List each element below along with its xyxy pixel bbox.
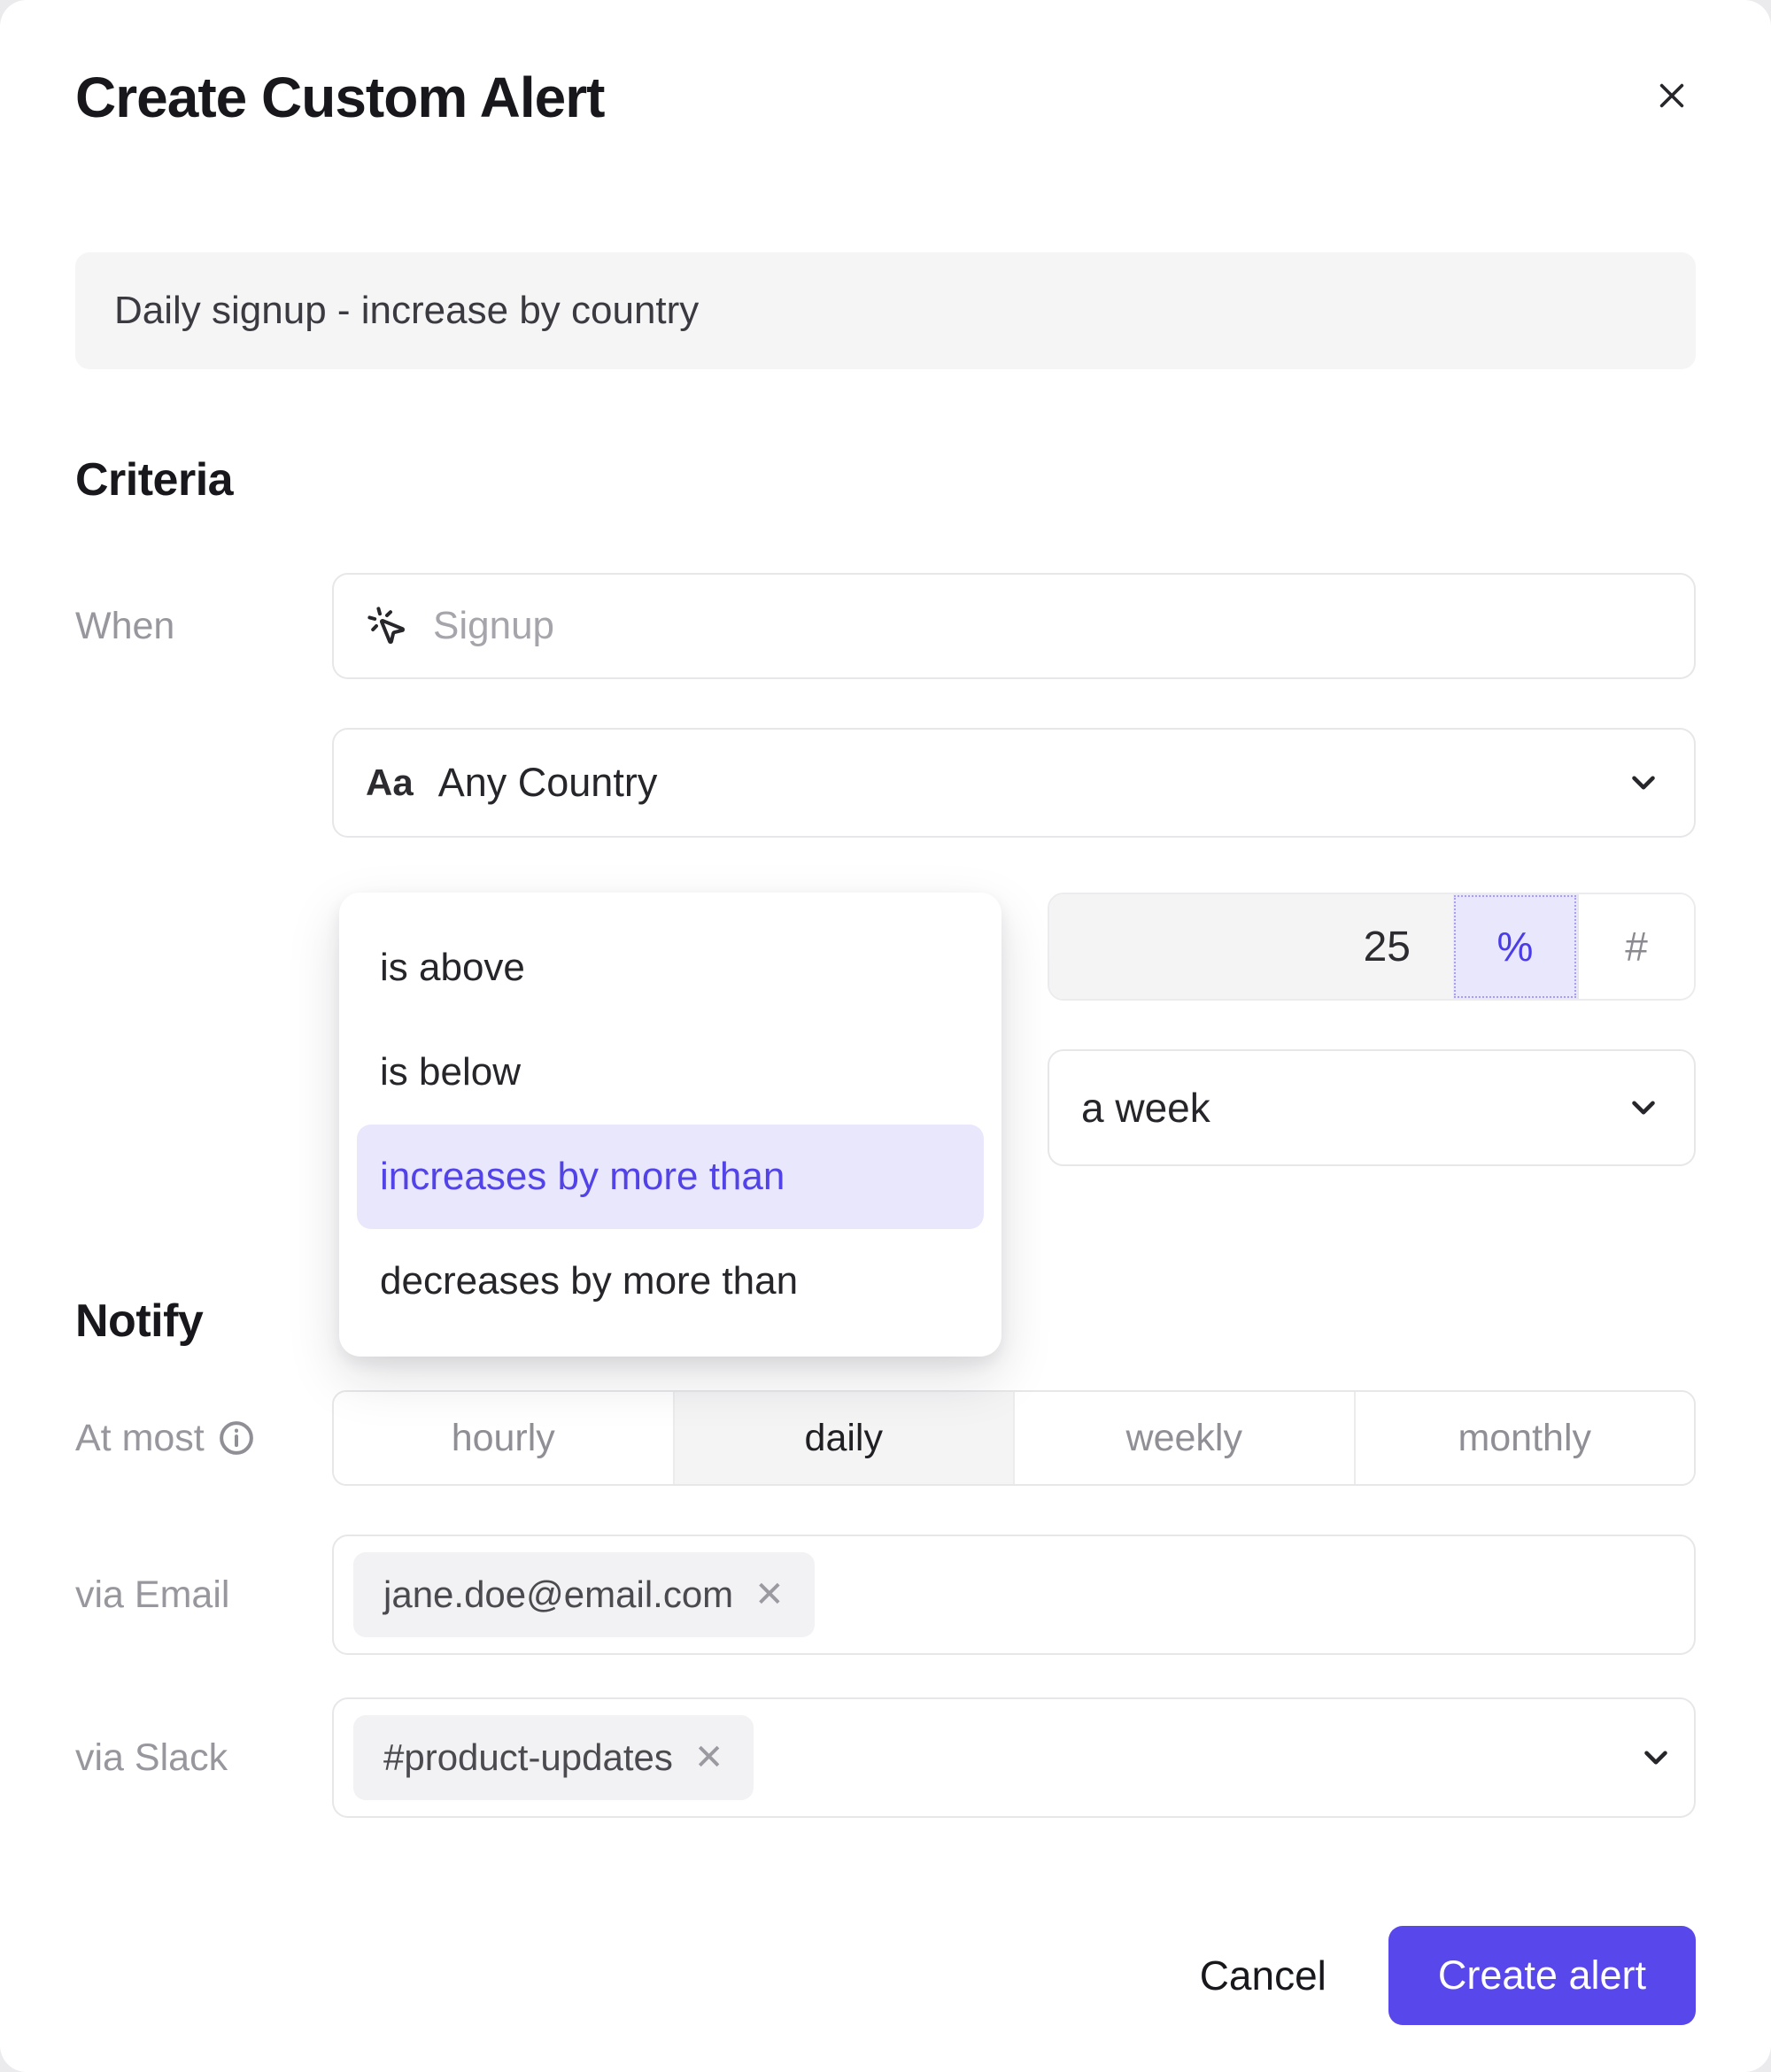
create-alert-button[interactable]: Create alert [1388,1926,1696,2025]
chevron-down-icon [1625,1089,1662,1126]
cursor-click-icon [366,605,408,647]
notify-heading: Notify [75,1295,204,1348]
remove-slack-icon[interactable]: ✕ [693,1738,724,1778]
at-most-label-text: At most [75,1416,205,1459]
close-button[interactable] [1651,74,1693,117]
dialog-title: Create Custom Alert [75,66,605,129]
country-select-value: Any Country [437,760,658,806]
alert-name-input[interactable] [75,252,1696,369]
info-icon[interactable] [217,1419,256,1457]
condition-dropdown-menu [339,893,1002,1357]
period-select-value: a week [1081,1085,1210,1132]
when-label: When [75,604,175,647]
event-select[interactable] [332,573,1696,679]
close-icon [1653,77,1690,114]
menu-item-decreases-by-more-than[interactable]: decreases by more than [380,1259,799,1303]
via-email-label: via Email [75,1573,230,1616]
segment-hourly[interactable]: hourly [334,1392,673,1484]
segment-row [75,728,1696,838]
segment-monthly[interactable]: monthly [1354,1392,1695,1484]
via-slack-row [75,1697,1696,1818]
criteria-heading: Criteria [75,454,234,506]
when-row [75,573,1696,679]
email-chip [353,1552,815,1637]
chevron-down-icon [1625,764,1662,801]
country-select[interactable] [332,728,1696,838]
via-slack-label: via Slack [75,1736,228,1779]
text-format-icon: Aa [366,762,414,804]
dialog-footer [75,1926,1696,2025]
at-most-label [75,1417,332,1460]
chevron-down-icon [1637,1739,1674,1776]
cancel-button[interactable]: Cancel [1199,1952,1326,1999]
slack-chip [353,1715,754,1800]
frequency-segmented-control [332,1390,1696,1486]
frequency-row [75,1390,1696,1486]
email-recipients-input[interactable] [332,1535,1696,1655]
slack-chip-text: #product-updates [383,1736,673,1779]
event-input[interactable] [431,603,1662,649]
segment-weekly[interactable]: weekly [1013,1392,1354,1484]
unit-number-toggle[interactable]: # [1577,894,1694,999]
remove-email-icon[interactable]: ✕ [754,1575,785,1615]
slack-channel-select[interactable] [332,1697,1696,1818]
via-email-row [75,1535,1696,1655]
threshold-value-input[interactable]: 25 [1049,894,1453,999]
condition-row [75,893,1696,1357]
segment-daily[interactable]: daily [673,1392,1014,1484]
period-select[interactable] [1048,1049,1696,1166]
menu-item-increases-by-more-than[interactable]: increases by more than [357,1125,984,1229]
email-chip-text: jane.doe@email.com [383,1573,734,1616]
unit-percent-toggle[interactable]: % [1453,894,1577,999]
threshold-group [1048,893,1696,1001]
menu-item-is-above[interactable]: is above [380,946,525,990]
menu-item-is-below[interactable]: is below [380,1050,521,1094]
